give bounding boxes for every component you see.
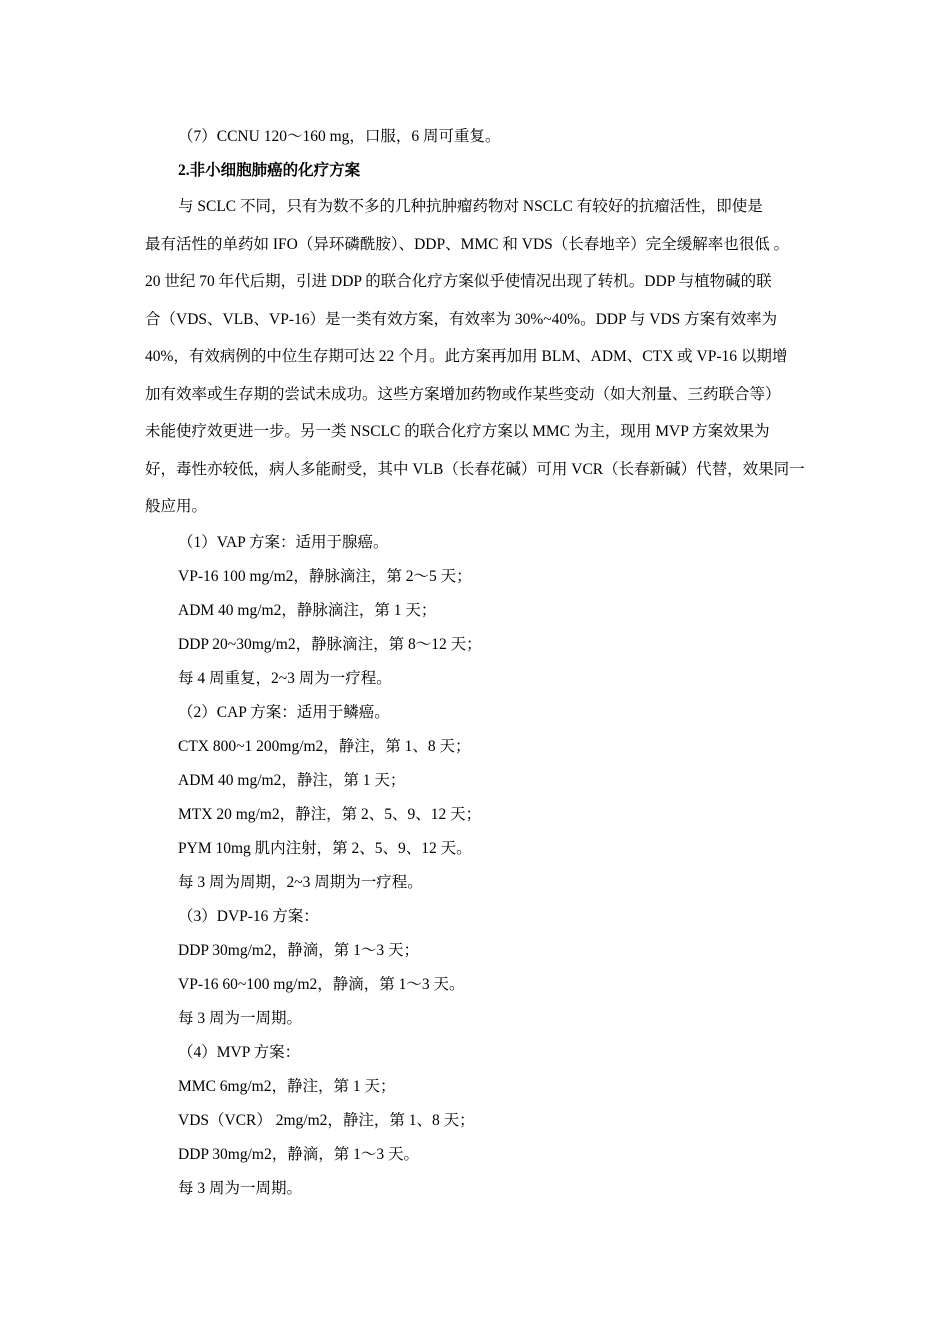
regimen-line: MTX 20 mg/m2，静注，第 2、5、9、12 天； xyxy=(178,805,482,823)
regimen-line: DDP 30mg/m2，静滴，第 1～3 天。 xyxy=(178,1145,419,1163)
intro-item: （7）CCNU 120～160 mg，口服，6 周可重复。 xyxy=(178,128,501,145)
regimen-line: VDS（VCR） 2mg/m2，静注，第 1、8 天； xyxy=(178,1111,475,1129)
regimen-title: （3）DVP-16 方案： xyxy=(178,907,319,925)
regimen-mvp xyxy=(145,1036,810,1206)
regimen-line: 每 3 周为一周期。 xyxy=(178,1179,303,1197)
regimen-line: DDP 20~30mg/m2，静脉滴注，第 8～12 天； xyxy=(178,635,482,653)
regimen-line: MMC 6mg/m2，静注，第 1 天； xyxy=(178,1077,396,1095)
regimen-line: DDP 30mg/m2，静滴，第 1～3 天； xyxy=(178,941,419,959)
regimen-dvp16 xyxy=(145,900,810,1036)
regimen-line: VP-16 60~100 mg/m2，静滴，第 1～3 天。 xyxy=(178,975,465,993)
regimen-line: 每 4 周重复，2~3 周为一疗程。 xyxy=(178,669,392,687)
paragraph-line: 般应用。 xyxy=(145,498,208,515)
regimen-line: CTX 800~1 200mg/m2，静注，第 1、8 天； xyxy=(178,737,471,755)
paragraph-line: 40%，有效病例的中位生存期可达 22 个月。此方案再加用 BLM、ADM、CTX 或 VP-16 以期增 xyxy=(145,348,788,365)
regimen-title: （2）CAP 方案：适用于鳞癌。 xyxy=(178,703,390,721)
paragraph-line: 最有活性的单药如 IFO（异环磷酰胺）、DDP、MMC 和 VDS（长春地辛）完全缓解率也很低 。 xyxy=(145,235,790,253)
paragraph-line: 与 SCLC 不同，只有为数不多的几种抗肿瘤药物对 NSCLC 有较好的抗瘤活性，即使是 xyxy=(178,198,763,215)
section-heading: 2.非小细胞肺癌的化疗方案 xyxy=(178,162,361,179)
paragraph-line: 加有效率或生存期的尝试未成功。这些方案增加药物或作某些变动（如大剂量、三药联合等） xyxy=(145,385,781,403)
regimen-vap xyxy=(145,526,810,696)
regimen-cap xyxy=(145,696,810,900)
regimen-line: VP-16 100 mg/m2，静脉滴注，第 2～5 天； xyxy=(178,567,472,585)
regimen-line: ADM 40 mg/m2，静注，第 1 天； xyxy=(178,771,406,789)
regimen-line: PYM 10mg 肌内注射，第 2、5、9、12 天。 xyxy=(178,839,472,857)
regimen-title: （4）MVP 方案： xyxy=(178,1043,301,1061)
regimen-title: （1）VAP 方案：适用于腺癌。 xyxy=(178,533,389,551)
regimen-line: 每 3 周为一周期。 xyxy=(178,1009,303,1027)
document-page xyxy=(145,120,810,1206)
paragraph-line: 好，毒性亦较低，病人多能耐受，其中 VLB（长春花碱）可用 VCR（长春新碱）代替，效果同一 xyxy=(145,460,805,478)
paragraph-line: 20 世纪 70 年代后期，引进 DDP 的联合化疗方案似乎使情况出现了转机。DDP 与植物碱的联 xyxy=(145,273,772,290)
regimen-line: ADM 40 mg/m2，静脉滴注，第 1 天； xyxy=(178,601,437,619)
paragraph-line: 未能使疗效更进一步。另一类 NSCLC 的联合化疗方案以 MMC 为主，现用 MVP 方案效果为 xyxy=(145,423,770,440)
regimen-line: 每 3 周为周期，2~3 周期为一疗程。 xyxy=(178,873,423,891)
body-paragraph xyxy=(145,188,810,526)
paragraph-line: 合（VDS、VLB、VP-16）是一类有效方案，有效率为 30%~40%。DDP 与 VDS 方案有效率为 xyxy=(145,310,778,328)
